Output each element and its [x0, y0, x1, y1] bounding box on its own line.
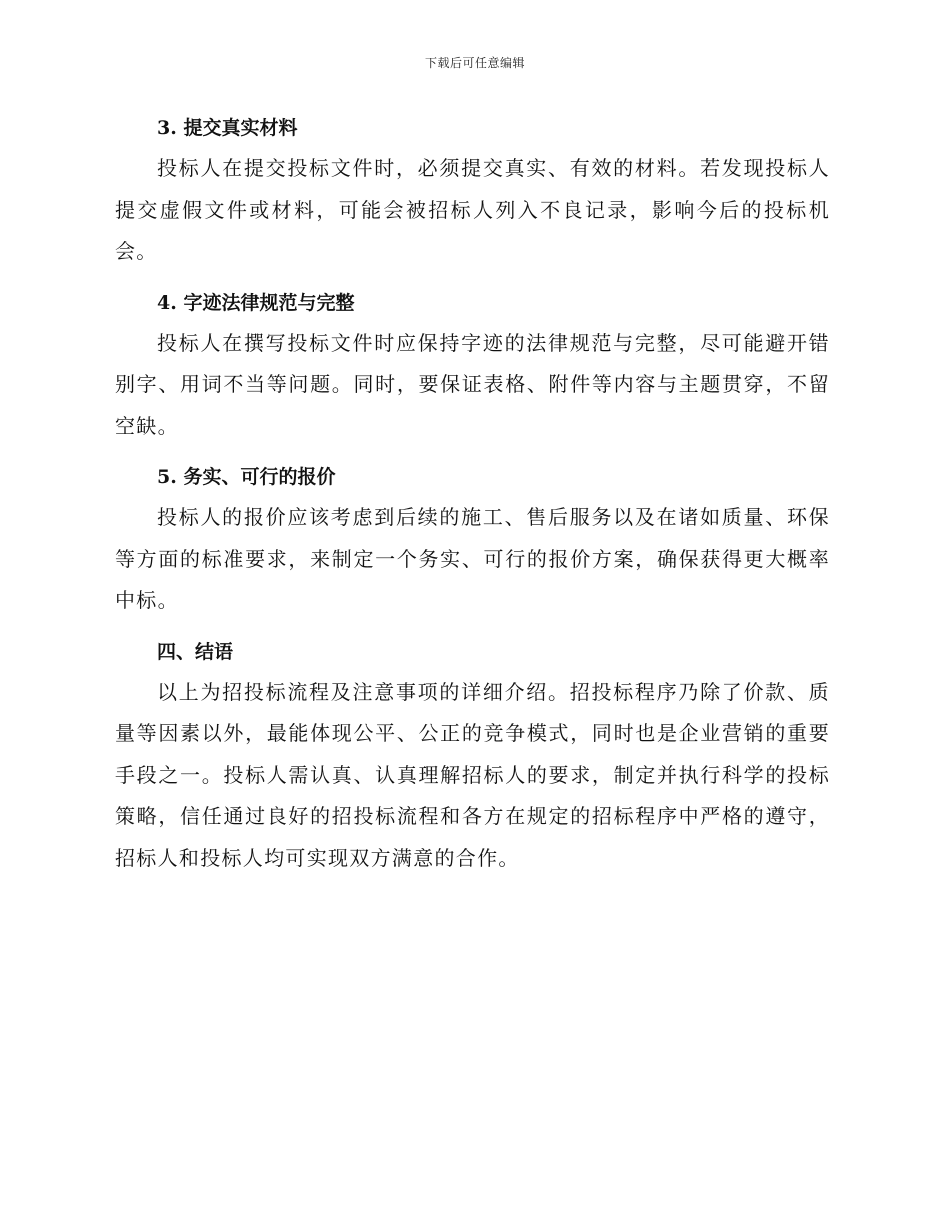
section-heading-4: 4. 字迹法律规范与完整	[157, 291, 355, 314]
section-paragraph-4: 投标人在撰写投标文件时应保持字迹的法律规范与完整，尽可能避开错别字、用词不当等问题。同时，要保证表格、附件等内容与主题贯穿，不留空缺。	[115, 330, 830, 438]
section-heading-3: 3. 提交真实材料	[157, 117, 298, 139]
header-note: 下载后可任意编辑	[424, 56, 525, 70]
section-heading-5: 5. 务实、可行的报价	[157, 466, 336, 488]
conclusion-paragraph: 以上为招投标流程及注意事项的详细介绍。招投标程序乃除了价款、质量等因素以外，最能体现公平、公正的竞争模式，同时也是企业营销的重要手段之一。投标人需认真、认真理解招标人的要求，制定并执行科学的投标策略，信任通过良好的招投标流程和各方在规定的招标程序中严格的遵守，招标人和投标人均可实现双方满意的合作。	[115, 679, 830, 870]
section-paragraph-5: 投标人的报价应该考虑到后续的施工、售后服务以及在诸如质量、环保等方面的标准要求，来制定一个务实、可行的报价方案，确保获得更大概率中标。	[115, 505, 830, 612]
section-paragraph-3: 投标人在提交投标文件时，必须提交真实、有效的材料。若发现投标人提交虚假文件或材料，可能会被招标人列入不良记录，影响今后的投标机会。	[115, 156, 830, 263]
conclusion-heading: 四、结语	[157, 640, 234, 663]
document-body	[115, 108, 830, 889]
